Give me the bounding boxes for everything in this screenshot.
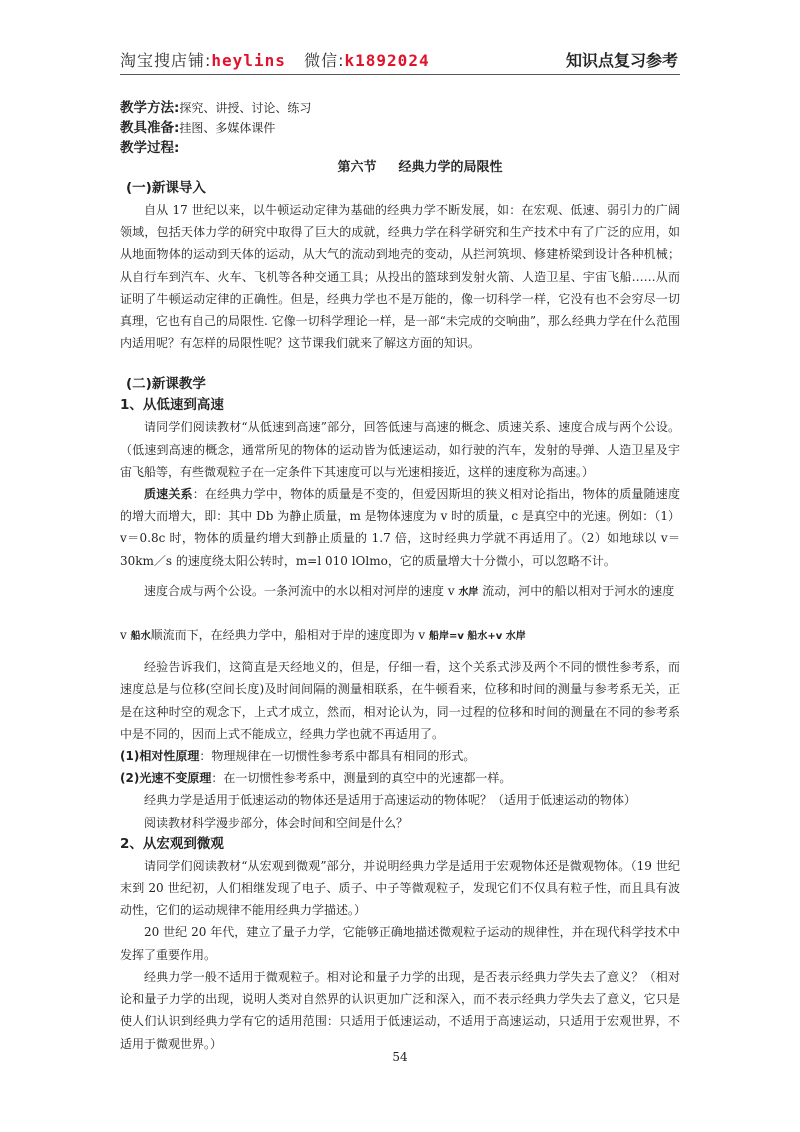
teaching-heading: (二)新课教学 (126, 376, 206, 393)
teaching-tools-label: 教具准备: (120, 120, 180, 136)
subsection-2-heading: 2、从宏观到微观 (120, 835, 224, 852)
s1-paragraph-5: 经验告诉我们，这简直是天经地义的，但是，仔细一看，这个关系式涉及两个不同的惯性参考系，而速度总是与位移(空间长度)及时间间隔的测量相联系，在牛顿看来，位移和时间的测量与参考系无关，正是在这种时空的观念下，上式才成立，然而，相对论认为，同一过程的位移和时间的测量在不同的参考系中是不同的，因而上式不能成立，经典力学也就不再适用了。 (120, 660, 680, 741)
intro-paragraph: 自从 17 世纪以来，以牛顿运动定律为基础的经典力学不断发展，如：在宏观、低速、弱引力的广阔领域，包括天体力学的研究中取得了巨大的成就，经典力学在科学研究和生产技术中有了广泛的应用，如从地面物体的运动到天体的运动，从大气的流动到地壳的变动，从拦河筑坝、修建桥梁到设计各种机械；从自行车到汽车、火车、飞机等各种交通工具；从投出的篮球到发射火箭、人造卫星、宇宙飞船……从而证明了牛顿运动定律的正确性。但是，经典力学也不是万能的，像一切科学一样，它没有也不会穷尽一切真理，它也有自己的局限性. 它像一切科学理论一样，是一部“未完成的交响曲”，那么经典力学在什么范围内适用呢？有怎样的局限性呢？这节课我们就来了解这方面的知识。 (120, 203, 680, 351)
s1-question-1: 经典力学是适用于低速运动的物体还是适用于高速运动的物体呢？（适用于低速运动的物体） (144, 793, 637, 808)
subsection-1-heading: 1、从低速到高速 (120, 397, 224, 414)
document-body (120, 98, 680, 1055)
principle-relativity (120, 745, 680, 767)
velocity-text-b: 流动，河中的船以相对于河水的速度 (482, 583, 675, 598)
s2-paragraph-3: 经典力学一般不适用于微观粒子。相对论和量子力学的出现，是否表示经典力学失去了意义？（相对论和量子力学的出现，说明人类对自然界的认识更加广泛和深入，而不表示经典力学失去了意义，它只是使人们认识到经典力学有它的适用范围：只适用于低速运动，不适用于高速运动，只适用于宏观世界，不适用于微观世界。） (120, 969, 680, 1051)
s1-paragraph-1: 请同学们阅读教材“从低速到高速”部分，回答低速与高速的概念、质速关系、速度合成与两个公设。（低速到高速的概念，通常所见的物体的运动皆为低速运动，如行驶的汽车，发射的导弹、人造卫星及宇宙飞船等，有些微观粒子在一定条件下其速度可以与光速相接近，这样的速度称为高速。） (120, 420, 680, 479)
page-header (120, 44, 680, 75)
velocity-sub-boat-water: 船水 (130, 631, 151, 643)
velocity-text-a: 速度合成与两个公设。一条河流中的水以相对河岸的速度 v (144, 583, 455, 598)
s2-paragraph-2: 20 世纪 20 年代，建立了量子力学，它能够正确地描述微观粒子运动的规律性，并在现代科学技术中发挥了重要作用。 (120, 925, 680, 962)
s1-question-2: 阅读教材科学漫步部分，体会时间和空间是什么？ (144, 815, 409, 830)
s2-paragraph-1: 请同学们阅读教材“从宏观到微观”部分，并说明经典力学是适用于宏观物体还是微观物体。（19 世纪末到 20 世纪初，人们相继发现了电子、质子、中子等微观粒子，发现它们不仅具有粒子性，而且具有波动性，它们的运动规律不能用经典力学描述。） (120, 858, 680, 918)
teaching-method-value: 探究、讲授、讨论、练习 (179, 101, 312, 115)
mass-speed-text: ：在经典力学中，物体的质量是不变的，但爱因斯坦的狭义相对论指出，物体的质量随速度的增大而增大，即：其中 Db 为静止质量，m 是物体速度为 v 时的质量，c 是真空中的光速。例如：（1）v＝0.8c 时，物体的质量约增大到静止质量的 1.7 倍，这时经典力学就不再适用了。（2）如地球以 v＝30km／s 的速度绕太阳公转时，m=l 010 lOlmo，它的质量增大十分微小，可以忽略不计。 (120, 487, 680, 568)
shop-info (120, 48, 430, 71)
velocity-v: v (120, 628, 127, 643)
velocity-text-c: 顺流而下，在经典力学中，船相对于岸的速度即为 v (150, 628, 426, 643)
section-number: 第六节 (337, 160, 377, 175)
teaching-method-label: 教学方法: (120, 100, 180, 116)
principle-light-speed-label: (2)光速不变原理 (120, 771, 212, 786)
s1-paragraph-2 (120, 483, 680, 572)
teaching-process (120, 138, 680, 158)
shop-label: 淘宝搜店铺: (120, 51, 212, 70)
shop-name: heylins (211, 51, 286, 70)
teaching-tools (120, 118, 680, 138)
mass-speed-label: 质速关系 (144, 487, 193, 502)
intro-heading: (一)新课导入 (126, 180, 206, 196)
velocity-equation: 船岸=v 船水+v 水岸 (429, 631, 526, 643)
section-title (160, 158, 680, 178)
velocity-sub-water-bank: 水岸 (458, 586, 479, 598)
section-name: 经典力学的局限性 (398, 160, 503, 175)
teaching-process-label: 教学过程: (120, 140, 180, 156)
wechat-label: 微信: (304, 51, 345, 70)
wechat-id: k1892024 (344, 51, 430, 70)
s1-paragraph-4 (120, 624, 680, 648)
teaching-method (120, 98, 680, 118)
s1-paragraph-3 (120, 580, 680, 604)
principle-relativity-label: (1)相对性原理 (120, 749, 200, 764)
page-number: 54 (392, 1050, 408, 1064)
teaching-tools-value: 挂图、多媒体课件 (179, 121, 276, 135)
header-title: 知识点复习参考 (565, 51, 678, 70)
principle-light-speed-text: ：在一切惯性参考系中，测量到的真空中的光速都一样。 (211, 771, 512, 786)
principle-relativity-text: ：物理规律在一切惯性参考系中都具有相同的形式。 (199, 749, 476, 764)
principle-light-speed (120, 767, 680, 789)
